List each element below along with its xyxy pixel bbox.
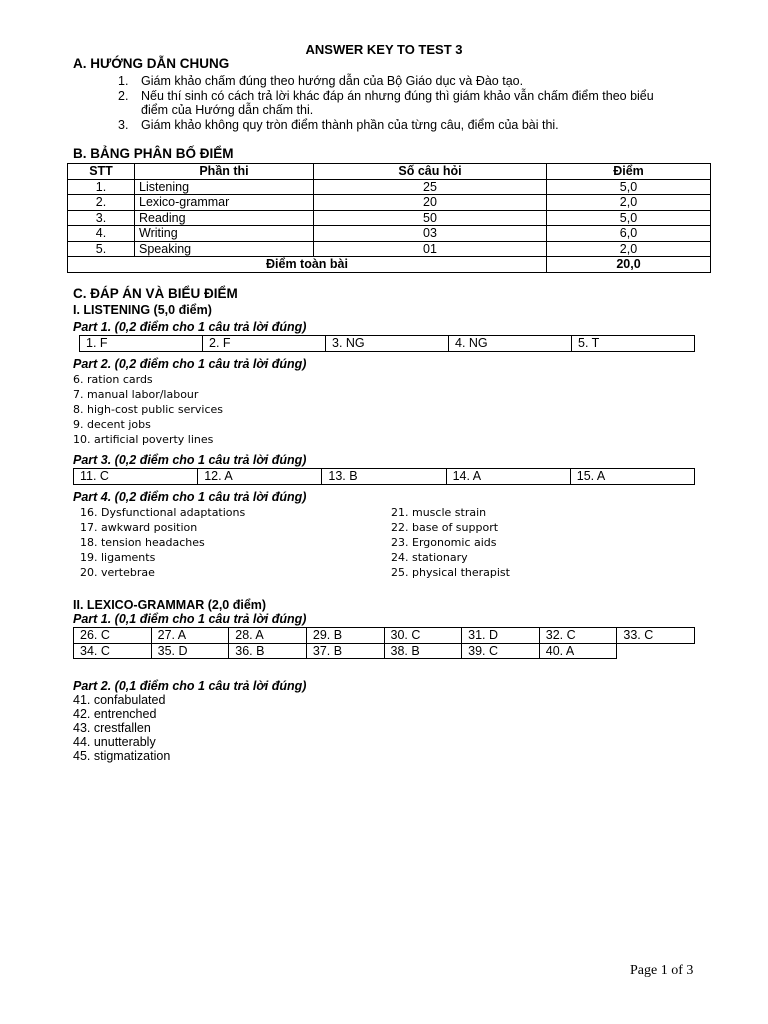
listening-part2-title: Part 2. (0,2 điểm cho 1 câu trả lời đúng) bbox=[73, 357, 307, 371]
lexico-part1-title: Part 1. (0,1 điểm cho 1 câu trả lời đúng) bbox=[73, 612, 307, 626]
list-item: 6. ration cards bbox=[73, 373, 153, 386]
table-row: 3. Reading 50 5,0 bbox=[68, 210, 711, 226]
list-item: 23. Ergonomic aids bbox=[391, 536, 497, 549]
list-item: 18. tension headaches bbox=[80, 536, 205, 549]
guideline-item: 1. Giám khảo chấm đúng theo hướng dẫn của Bộ Giáo dục và Đào tạo. bbox=[118, 74, 524, 88]
table-row: 1. Listening 25 5,0 bbox=[68, 179, 711, 195]
list-item: 43. crestfallen bbox=[73, 721, 151, 735]
table-row: 4. Writing 03 6,0 bbox=[68, 226, 711, 242]
table-row: 1. F 2. F 3. NG 4. NG 5. T bbox=[80, 336, 695, 352]
lexico-part1-answers bbox=[73, 627, 695, 659]
page-number: Page 1 of 3 bbox=[630, 963, 694, 978]
table-row: 11. C 12. A 13. B 14. A 15. A bbox=[74, 469, 695, 485]
list-item: 41. confabulated bbox=[73, 693, 166, 707]
guidelines-list bbox=[118, 74, 698, 132]
list-item: 22. base of support bbox=[391, 521, 499, 534]
list-item: 7. manual labor/labour bbox=[73, 388, 199, 401]
list-item: 45. stigmatization bbox=[73, 749, 171, 763]
list-item: 20. vertebrae bbox=[80, 566, 155, 579]
table-total-row: Điểm toàn bài 20,0 bbox=[68, 257, 711, 273]
guideline-item: 2. Nếu thí sinh có cách trả lời khác đáp án nhưng đúng thì giám khảo vẫn chấm điểm theo biểu điểm của Hướng dẫn chấm thi. bbox=[118, 88, 654, 117]
lexico-part2-title: Part 2. (0,1 điểm cho 1 câu trả lời đúng) bbox=[73, 679, 307, 693]
lexico-heading: II. LEXICO-GRAMMAR (2,0 điểm) bbox=[73, 598, 267, 612]
list-item: 16. Dysfunctional adaptations bbox=[80, 506, 246, 519]
guideline-item: 3. Giám khảo không quy tròn điểm thành phần của từng câu, điểm của bài thi. bbox=[118, 117, 559, 132]
list-item: 25. physical therapist bbox=[391, 566, 510, 579]
table-row: 26. C 27. A 28. A 29. B 30. C 31. D 32. C 33. C bbox=[74, 628, 695, 644]
listening-heading: I. LISTENING (5,0 điểm) bbox=[73, 303, 212, 317]
list-item: 24. stationary bbox=[391, 551, 468, 564]
section-a-heading: A. HƯỚNG DẪN CHUNG bbox=[73, 56, 230, 71]
listening-part1-answers bbox=[79, 335, 695, 352]
list-item: 9. decent jobs bbox=[73, 418, 151, 431]
empty-cell bbox=[617, 643, 695, 659]
table-header-row: STT Phần thi Số câu hỏi Điểm bbox=[68, 164, 711, 180]
table-row: 5. Speaking 01 2,0 bbox=[68, 241, 711, 257]
list-item: 44. unutterably bbox=[73, 735, 156, 749]
list-item: 21. muscle strain bbox=[391, 506, 487, 519]
list-item: 17. awkward position bbox=[80, 521, 198, 534]
listening-part3-answers bbox=[73, 468, 695, 485]
listening-part3-title: Part 3. (0,2 điểm cho 1 câu trả lời đúng) bbox=[73, 453, 307, 467]
section-c-heading: C. ĐÁP ÁN VÀ BIỂU ĐIỂM bbox=[73, 286, 238, 301]
listening-part4-left-column bbox=[80, 505, 245, 580]
listening-part4-right-column bbox=[391, 505, 510, 580]
listening-part2-answers bbox=[73, 372, 223, 447]
table-row: 34. C 35. D 36. B 37. B 38. B 39. C 40. A bbox=[74, 643, 695, 659]
list-item: 19. ligaments bbox=[80, 551, 156, 564]
document-title: ANSWER KEY TO TEST 3 bbox=[305, 42, 463, 57]
listening-part1-title: Part 1. (0,2 điểm cho 1 câu trả lời đúng) bbox=[73, 320, 307, 334]
list-item: 8. high-cost public services bbox=[73, 403, 223, 416]
list-item: 42. entrenched bbox=[73, 707, 157, 721]
list-item: 10. artificial poverty lines bbox=[73, 433, 214, 446]
lexico-part2-answers bbox=[73, 693, 170, 763]
listening-part4-title: Part 4. (0,2 điểm cho 1 câu trả lời đúng) bbox=[73, 490, 307, 504]
section-b-heading: B. BẢNG PHÂN BỐ ĐIỂM bbox=[73, 146, 234, 161]
table-row: 2. Lexico-grammar 20 2,0 bbox=[68, 195, 711, 211]
score-distribution-table bbox=[67, 163, 711, 273]
